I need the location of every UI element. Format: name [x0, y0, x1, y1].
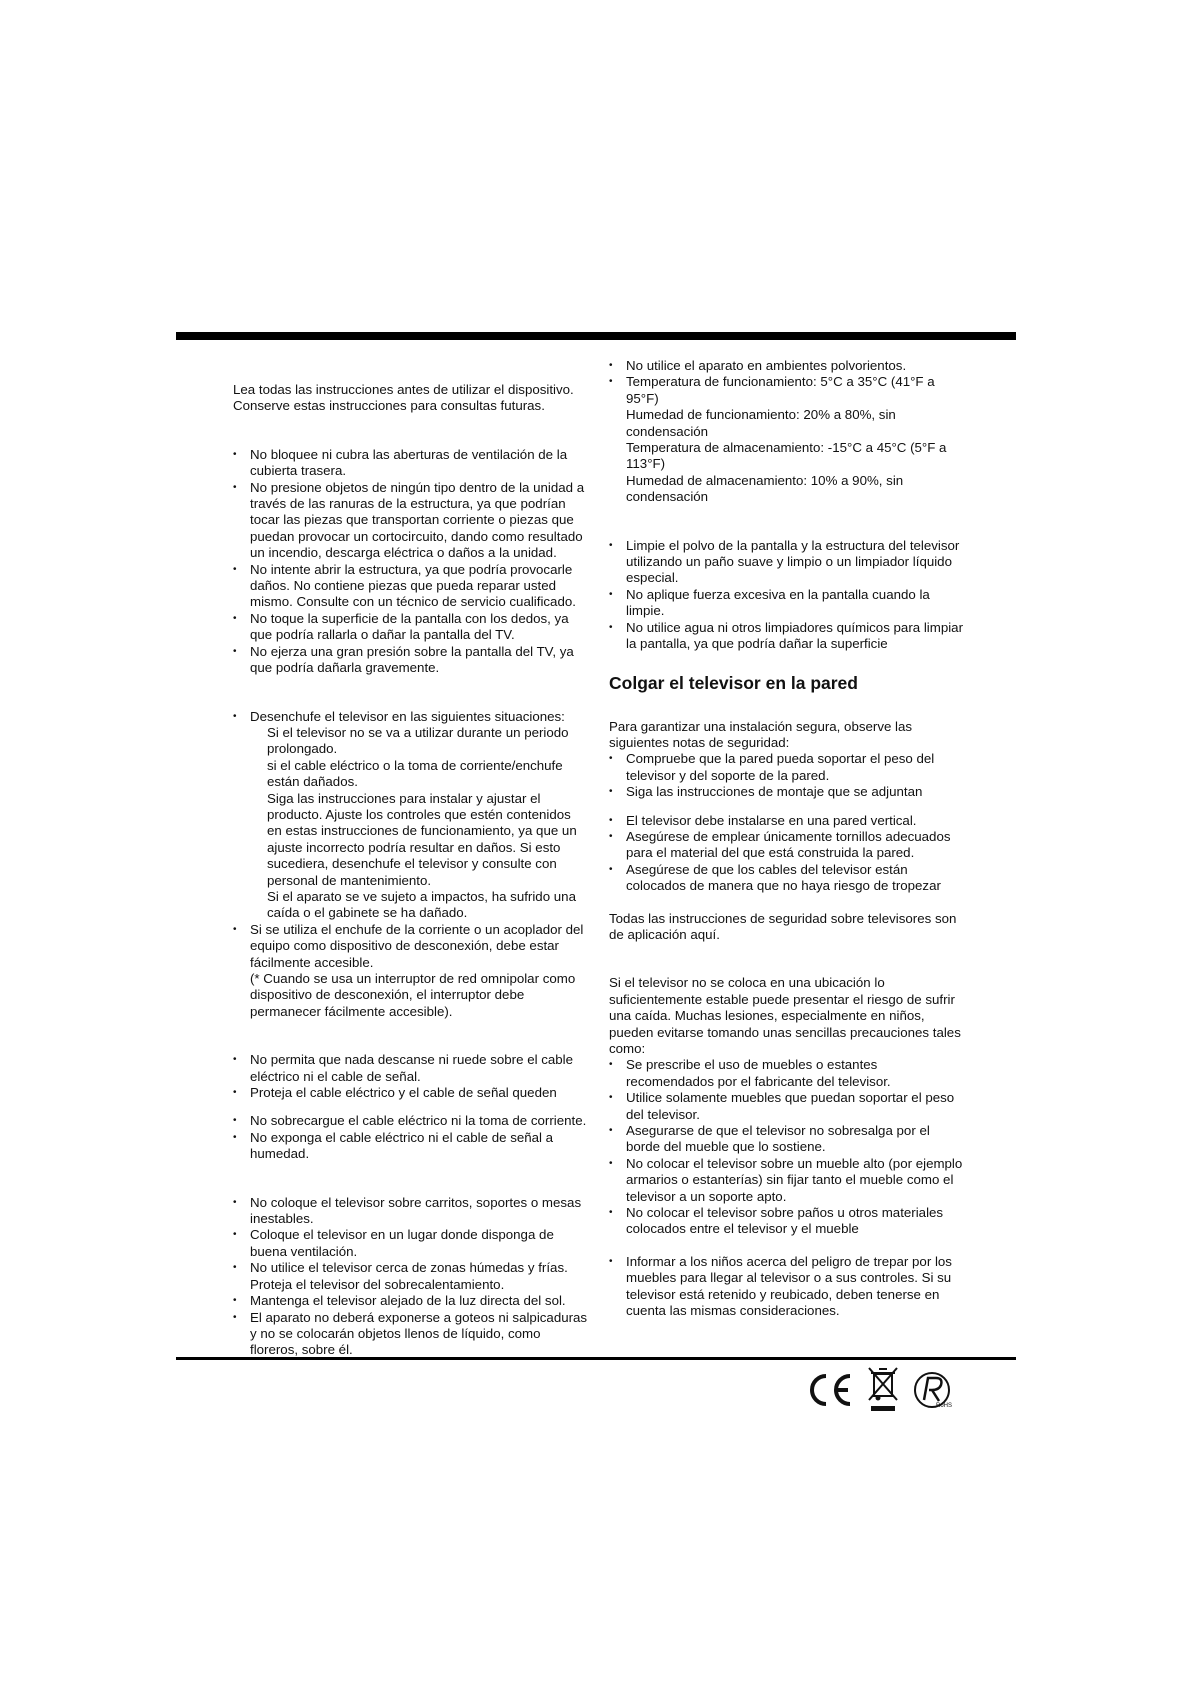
- unplug-text: Desenchufe el televisor en las siguientes situaciones:: [250, 708, 565, 724]
- weee-bin-icon: [866, 1366, 900, 1414]
- unplug-sub-item: Siga las instrucciones para instalar y ajustar el producto. Ajuste los controles que estén contenidos en estas instrucciones de funcionamiento, ya que un ajuste incorrecto podría resultar en daños. Si esto sucediera, desenchufe el televisor y consulte con personal de mantenimiento.: [267, 790, 577, 888]
- list-item: • Utilice solamente muebles que puedan soportar el peso del televisor.: [609, 1090, 965, 1123]
- temp-line: Temperatura de almacenamiento: -15°C a 45°C (5°F a 113°F): [626, 440, 947, 472]
- overload-list: [233, 1113, 589, 1162]
- list-item: • Mantenga el televisor alejado de la luz directa del sol.: [233, 1293, 589, 1309]
- wall-mount-heading: Colgar el televisor en la pared: [609, 672, 858, 693]
- unplug-sub-item: Si el aparato se ve sujeto a impactos, ha sufrido una caída o el gabinete se ha dañado.: [267, 888, 576, 921]
- list-item: • Se prescribe el uso de muebles o estantes recomendados por el fabricante del televisor.: [609, 1057, 965, 1090]
- list-item: • Asegurarse de que el televisor no sobresalga por el borde del mueble que lo sostiene.: [609, 1123, 965, 1156]
- plug-note: (* Cuando se usa un interruptor de red omnipolar como dispositivo de desconexión, el interruptor debe permanecer fácilmente accesible).: [250, 971, 576, 1019]
- placement-list: [233, 1195, 589, 1359]
- list-item: [609, 374, 965, 505]
- temp-line: Humedad de funcionamiento: 20% a 80%, sin condensación: [626, 407, 896, 439]
- rohs-mark-icon: [912, 1370, 952, 1410]
- all-instructions-text: Todas las instrucciones de seguridad sobre televisores son de aplicación aquí.: [609, 910, 957, 942]
- list-item: • Limpie el polvo de la pantalla y la estructura del televisor utilizando un paño suave y limpio o un limpiador líquido especial.: [609, 538, 965, 587]
- list-item: • No utilice agua ni otros limpiadores químicos para limpiar la pantalla, ya que podría dañar la superficie: [609, 620, 965, 653]
- list-item: • No sobrecargue el cable eléctrico ni la toma de corriente.: [233, 1113, 589, 1129]
- unplug-sub-item: Si el televisor no se va a utilizar durante un periodo prolongado.: [267, 724, 569, 757]
- list-item: [233, 922, 589, 1020]
- children-list: [609, 1254, 965, 1320]
- rohs-label: RoHS: [936, 1403, 952, 1409]
- list-item: • No utilice el aparato en ambientes polvorientos.: [609, 358, 965, 374]
- list-item: • Coloque el televisor en un lugar donde disponga de buena ventilación.: [233, 1227, 589, 1260]
- list-item: • No intente abrir la estructura, ya que podría provocarle daños. No contiene piezas que pueda reparar usted mismo. Consulte con un técnico de servicio cualificado.: [233, 562, 589, 611]
- right-column: [609, 358, 965, 1320]
- list-item: • No permita que nada descanse ni ruede sobre el cable eléctrico ni el cable de señal.: [233, 1052, 589, 1085]
- list-item: • Asegúrese de emplear únicamente tornillos adecuados para el material del que está construida la pared.: [609, 829, 965, 862]
- left-column: [233, 382, 589, 1359]
- unplug-list: [233, 709, 589, 1021]
- wall-list-2: [609, 813, 965, 895]
- ce-mark-icon: [806, 1370, 854, 1410]
- list-item: • Asegúrese de que los cables del televisor están colocados de manera que no haya riesgo de tropezar: [609, 862, 965, 895]
- stability-list: [609, 1057, 965, 1237]
- list-item: • El televisor debe instalarse en una pared vertical.: [609, 813, 965, 829]
- list-item: • Siga las instrucciones de montaje que se adjuntan: [609, 784, 965, 800]
- temp-line: • Temperatura de funcionamiento: 5°C a 35°C (41°F a 95°F): [626, 374, 935, 406]
- list-item: • No exponga el cable eléctrico ni el cable de señal a humedad.: [233, 1130, 589, 1163]
- list-item: • No colocar el televisor sobre paños u otros materiales colocados entre el televisor y el mueble: [609, 1205, 965, 1238]
- list-item: • Proteja el cable eléctrico y el cable de señal queden: [233, 1085, 589, 1101]
- list-item: • No ejerza una gran presión sobre la pantalla del TV, ya que podría dañarla gravemente.: [233, 644, 589, 677]
- plug-text: Si se utiliza el enchufe de la corriente o un acoplador del equipo como dispositivo de desconexión, debe estar fácilmente accesible.: [250, 921, 584, 970]
- list-item: • No bloquee ni cubra las aberturas de ventilación de la cubierta trasera.: [233, 447, 589, 480]
- stability-text: Si el televisor no se coloca en una ubicación lo suficientemente estable puede presentar el riesgo de sufrir una caída. Muchas lesiones, especialmente en niños, pueden evitarse tomando unas sencillas precauciones tales como:: [609, 975, 961, 1056]
- cable-list: [233, 1052, 589, 1101]
- top-rule: [176, 332, 1016, 340]
- environment-list: [609, 358, 965, 506]
- wall-intro: Para garantizar una instalación segura, observe las siguientes notas de seguridad:: [609, 718, 913, 750]
- temp-line: Humedad de almacenamiento: 10% a 90%, sin condensación: [626, 472, 904, 505]
- list-item: • No coloque el televisor sobre carritos, soportes o mesas inestables.: [233, 1195, 589, 1228]
- list-item: • Informar a los niños acerca del peligro de trepar por los muebles para llegar al televisor o a sus controles. Si su televisor está retenido y reubicado, deben tenerse en cuenta las mismas consideraciones.: [609, 1254, 965, 1320]
- wall-list: [609, 751, 965, 800]
- list-item: • No colocar el televisor sobre un mueble alto (por ejemplo armarios o estanterías) sin fijar tanto el mueble como el televisor a un soporte apto.: [609, 1156, 965, 1205]
- list-item: • El aparato no deberá exponerse a goteos ni salpicaduras y no se colocarán objetos llenos de líquido, como floreros, sobre él.: [233, 1310, 589, 1359]
- list-item: • No presione objetos de ningún tipo dentro de la unidad a través de las ranuras de la estructura, ya que podrían tocar las piezas que transportan corriente o piezas que puedan provocar un cortocircuito, dando como resultado un incendio, descarga eléctrica o daños a la unidad.: [233, 480, 589, 562]
- list-item: • No utilice el televisor cerca de zonas húmedas y frías. Proteja el televisor del sobrecalentamiento.: [233, 1260, 589, 1293]
- cleaning-list: [609, 538, 965, 653]
- list-item: • Compruebe que la pared pueda soportar el peso del televisor y del soporte de la pared.: [609, 751, 965, 784]
- list-item: • No aplique fuerza excesiva en la pantalla cuando la limpie.: [609, 587, 965, 620]
- list-item: [233, 709, 589, 922]
- certification-marks: [806, 1366, 964, 1414]
- bottom-rule: [176, 1357, 1016, 1360]
- unplug-sub-item: si el cable eléctrico o la toma de corriente/enchufe están dañados.: [267, 757, 563, 790]
- intro-text: Lea todas las instrucciones antes de utilizar el dispositivo. Conserve estas instrucciones para consultas futuras.: [233, 382, 574, 414]
- list-item: • No toque la superficie de la pantalla con los dedos, ya que podría rallarla o dañar la pantalla del TV.: [233, 611, 589, 644]
- ventilation-list: [233, 447, 589, 677]
